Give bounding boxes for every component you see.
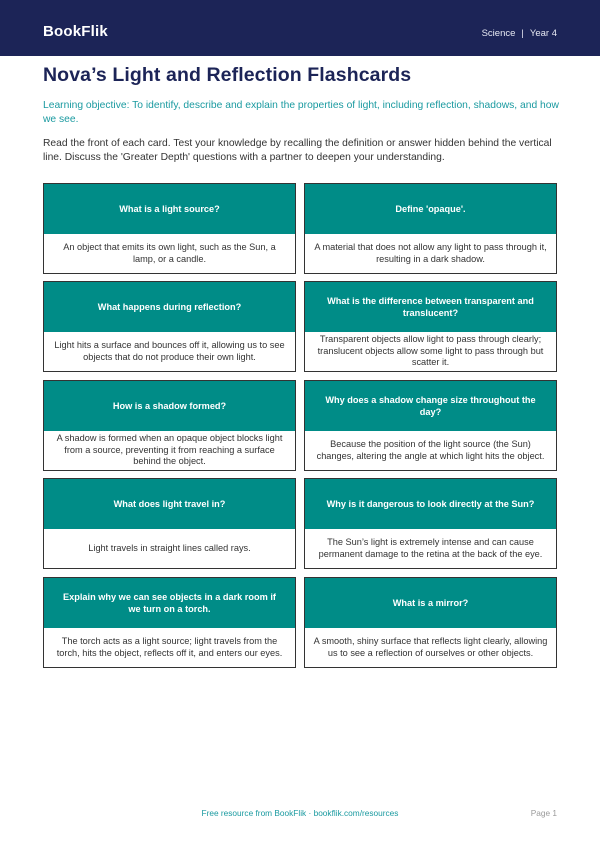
- flashcard-answer: Light travels in straight lines called rays.: [88, 542, 251, 553]
- flashcard-front: What is the difference between transparent and translucent?: [305, 282, 556, 332]
- flashcard-front: Why is it dangerous to look directly at the Sun?: [305, 479, 556, 529]
- header-bar: [0, 0, 600, 56]
- flashcard-back: [305, 628, 556, 667]
- flashcard-back: [44, 529, 295, 568]
- flashcard-front: What is a mirror?: [305, 578, 556, 628]
- flashcard-front: Explain why we can see objects in a dark room if we turn on a torch.: [44, 578, 295, 628]
- flashcard-back: [44, 431, 295, 470]
- page-title: Nova’s Light and Reflection Flashcards: [43, 64, 412, 86]
- flashcard: [43, 380, 296, 471]
- flashcard-front: What is a light source?: [44, 184, 295, 234]
- flashcard-answer: A shadow is formed when an opaque object blocks light from a source, preventing it from reaching a surface behind the object.: [56, 433, 283, 467]
- flashcard-back: [44, 332, 295, 371]
- subject-label: Science: [481, 28, 516, 39]
- flashcard-back: [305, 234, 556, 273]
- learning-objective: Learning objective: To identify, describe and explain the properties of light, including reflection, shadows, and how we see.: [43, 100, 559, 125]
- flashcard: [304, 577, 557, 668]
- flashcard-answer: The torch acts as a light source; light travels from the torch, hits the object, reflects off it, and enters our eyes.: [56, 636, 283, 658]
- flashcard-front: How is a shadow formed?: [44, 381, 295, 431]
- flashcard: [304, 183, 557, 274]
- meta-separator: |: [521, 28, 524, 39]
- flashcard-front: Why does a shadow change size throughout the day?: [305, 381, 556, 431]
- page-number: Page 1: [530, 808, 557, 818]
- brand-logo: BookFlik: [43, 23, 108, 40]
- flashcard-answer: A smooth, shiny surface that reflects light clearly, allowing us to see a reflection of ourselves or other objects.: [313, 636, 548, 658]
- flashcard-back: [305, 529, 556, 568]
- year-label: Year 4: [529, 28, 557, 39]
- flashcard-back: [44, 628, 295, 667]
- flashcard: [304, 281, 557, 372]
- flashcard-back: [305, 431, 556, 470]
- flashcard-front: What happens during reflection?: [44, 282, 295, 332]
- flashcard-back: [305, 332, 556, 371]
- flashcard-front: What does light travel in?: [44, 479, 295, 529]
- flashcard-answer: The Sun’s light is extremely intense and can cause permanent damage to the retina at the back of the eye.: [318, 537, 543, 559]
- flashcard: [304, 478, 557, 569]
- flashcard-answer: Transparent objects allow light to pass through clearly; translucent objects allow some light to pass through but scatter it.: [317, 334, 544, 368]
- flashcard: [304, 380, 557, 471]
- flashcard: [43, 183, 296, 274]
- flashcard-answer: An object that emits its own light, such as the Sun, a lamp, or a candle.: [63, 242, 276, 264]
- instructions: Read the front of each card. Test your knowledge by recalling the definition or answer hidden behind the vertical line. Discuss the 'Greater Depth' questions with a partner to deepen your understanding.: [43, 138, 552, 163]
- flashcard-front: Define 'opaque'.: [305, 184, 556, 234]
- flashcard-back: [44, 234, 295, 273]
- flashcard-answer: A material that does not allow any light to pass through it, resulting in a dark shadow.: [314, 242, 547, 264]
- header-meta: [482, 28, 557, 39]
- flashcard-answer: Because the position of the light source (the Sun) changes, altering the angle at which light hits the object.: [316, 439, 545, 461]
- flashcard-answer: Light hits a surface and bounces off it, allowing us to see objects that do not produce their own light.: [54, 340, 285, 362]
- flashcard: [43, 478, 296, 569]
- flashcard: [43, 281, 296, 372]
- flashcard: [43, 577, 296, 668]
- footer-resource-link[interactable]: Free resource from BookFlik · bookflik.com/resources: [201, 808, 399, 818]
